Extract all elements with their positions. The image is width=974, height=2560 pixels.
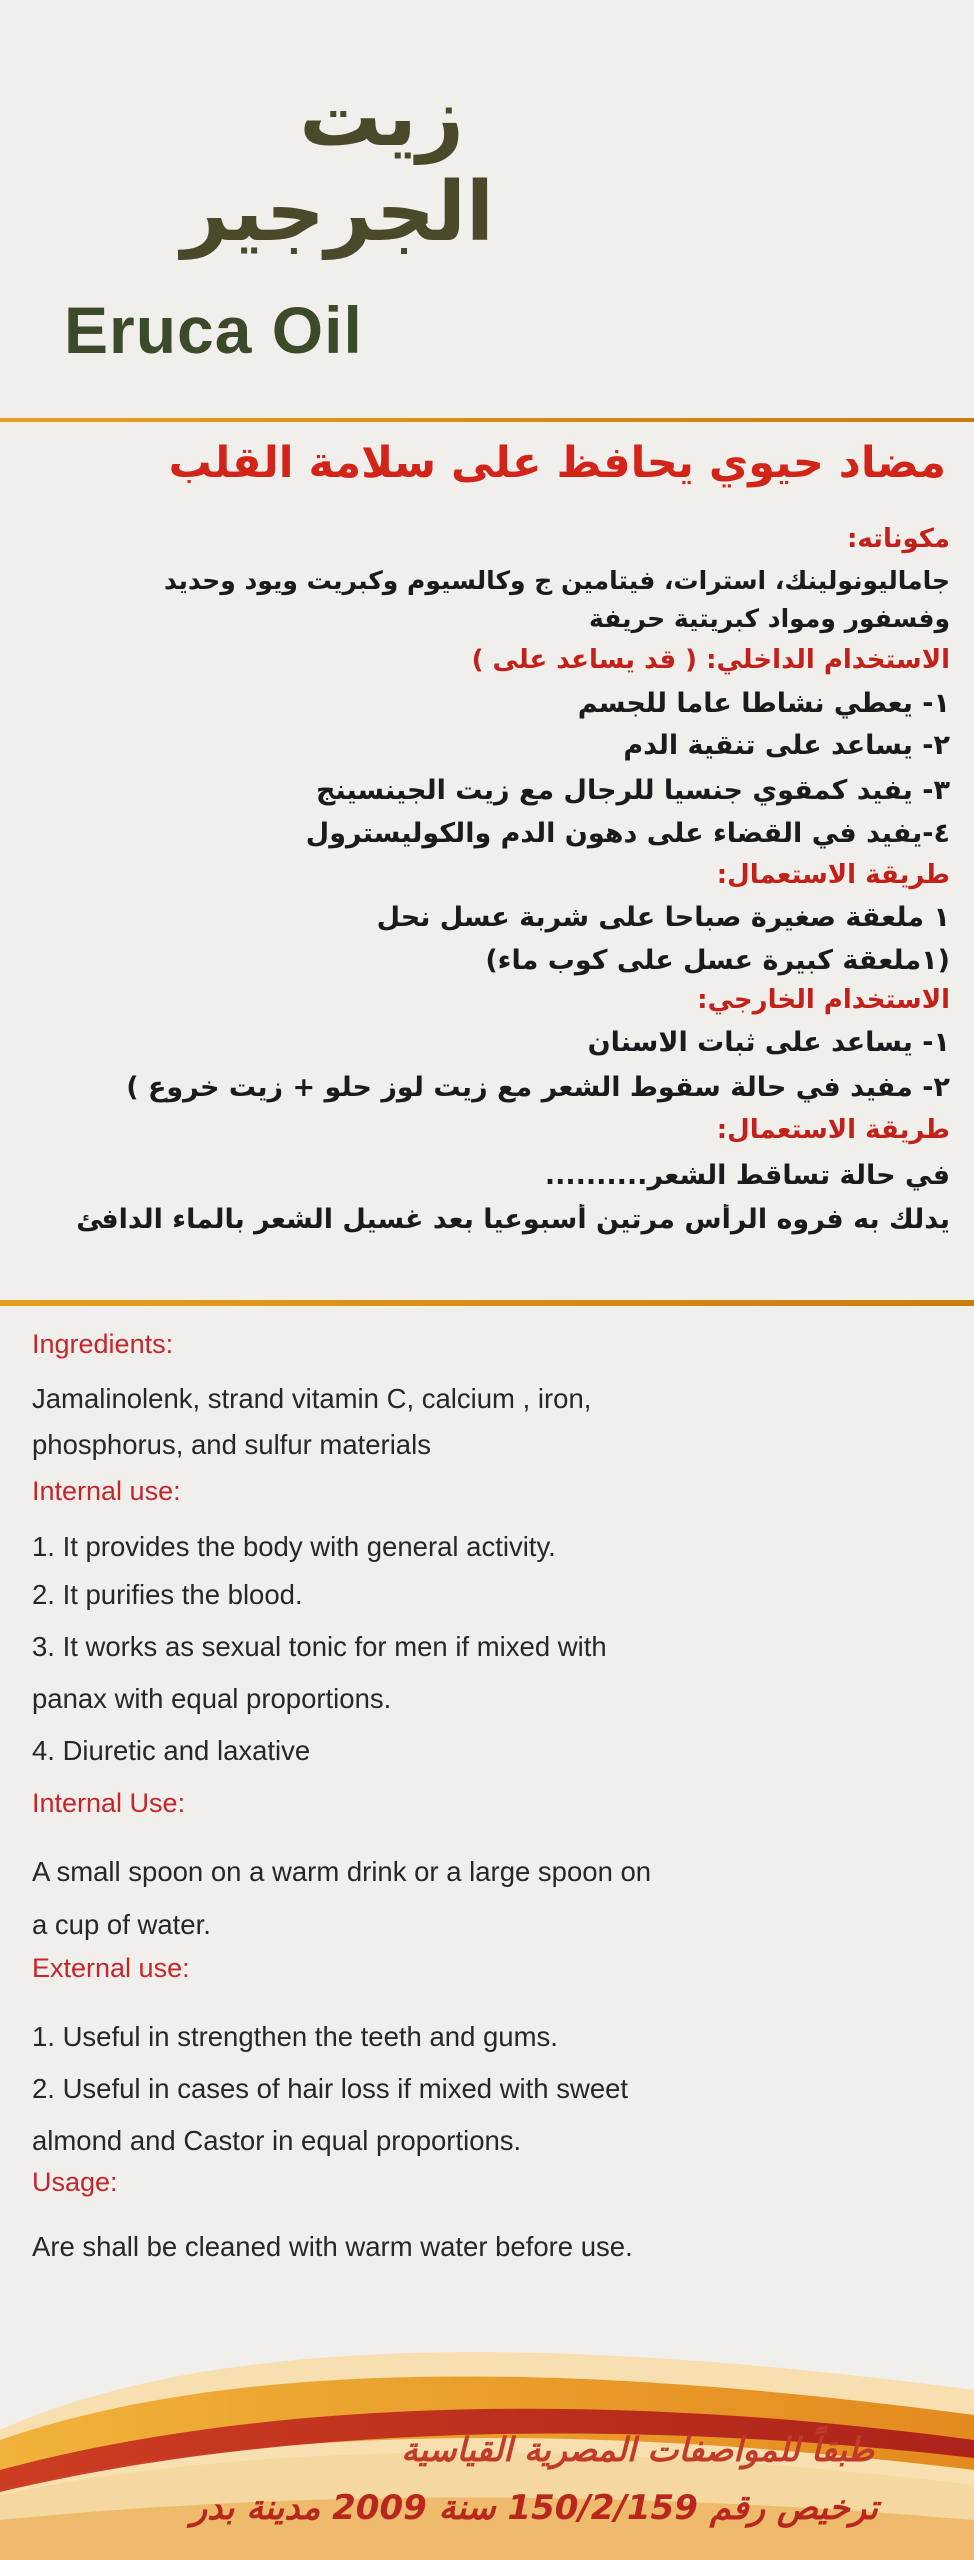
ar-external-2: ٢- مفيد في حالة سقوط الشعر مع زيت لوز حلو + زيت خروع ) bbox=[126, 1072, 950, 1103]
ar-internal-2: ٢- يساعد على تنقية الدم bbox=[623, 730, 950, 761]
ar-internal-heading: الاستخدام الداخلي: ( قد يساعد على ) bbox=[471, 645, 950, 675]
ar-internal-4: ٤-يفيد في القضاء على دهون الدم والكوليسترول bbox=[305, 818, 950, 849]
en-ingredients-line1: Jamalinolenk, strand vitamin C, calcium , iron, bbox=[32, 1383, 592, 1414]
en-internal-heading: Internal use: bbox=[32, 1476, 181, 1506]
ar-internal-3: ٣- يفيد كمقوي جنسيا للرجال مع زيت الجينسينج bbox=[316, 775, 950, 806]
en-ingredients-line2: phosphorus, and sulfur materials bbox=[32, 1429, 431, 1460]
ar-ingredients-line1: جاماليونولينك، استرات، فيتامين ج وكالسيوم وكبريت ويود وحديد bbox=[164, 566, 950, 595]
en-external-2b: almond and Castor in equal proportions. bbox=[32, 2125, 522, 2156]
ar-usage1-1: ١ ملعقة صغيرة صباحا على شربة عسل نحل bbox=[376, 902, 950, 933]
en-usage-line1: Are shall be cleaned with warm water before use. bbox=[32, 2231, 633, 2262]
en-internal-use-line2: a cup of water. bbox=[32, 1909, 211, 1940]
title-arabic-line1: زيت bbox=[299, 70, 464, 165]
footer-license-text: ترخيص رقم 150/2/159 سنة 2009 مدينة بدر bbox=[190, 2488, 878, 2528]
en-external-2a: 2. Useful in cases of hair loss if mixed with sweet bbox=[32, 2073, 629, 2104]
en-external-heading: External use: bbox=[32, 1953, 190, 1983]
ar-usage2-1: في حالة تساقط الشعر.......... bbox=[544, 1160, 950, 1191]
ar-usage2-heading: طريقة الاستعمال: bbox=[716, 1115, 950, 1145]
en-internal-4: 4. Diuretic and laxative bbox=[32, 1735, 311, 1766]
title-english: Eruca Oil bbox=[64, 293, 363, 367]
ar-usage1-2: (١ملعقة كبيرة عسل على كوب ماء) bbox=[485, 945, 950, 976]
footer-standards-text: طبقاً للمواصفات المصرية القياسية bbox=[401, 2430, 874, 2469]
en-internal-3a: 3. It works as sexual tonic for men if mixed with bbox=[32, 1631, 607, 1662]
section-divider bbox=[0, 1300, 974, 1306]
ar-external-heading: الاستخدام الخارجي: bbox=[697, 985, 950, 1015]
ar-external-1: ١- يساعد على ثبات الاسنان bbox=[587, 1027, 950, 1058]
ar-usage2-2: يدلك به فروه الرأس مرتين أسبوعيا بعد غسيل الشعر بالماء الدافئ bbox=[76, 1204, 950, 1235]
header-divider bbox=[0, 418, 974, 422]
en-usage-heading: Usage: bbox=[32, 2167, 118, 2197]
en-internal-use-heading: Internal Use: bbox=[32, 1788, 186, 1818]
en-internal-use-line1: A small spoon on a warm drink or a large spoon on bbox=[32, 1856, 652, 1887]
en-internal-1: 1. It provides the body with general activity. bbox=[32, 1531, 556, 1562]
en-ingredients-heading: Ingredients: bbox=[32, 1329, 174, 1359]
title-arabic-line2: الجرجير bbox=[181, 165, 494, 260]
en-internal-2: 2. It purifies the blood. bbox=[32, 1579, 303, 1610]
ar-ingredients-line2: وفسفور ومواد كبريتية حريفة bbox=[589, 604, 950, 633]
ar-internal-1: ١- يعطي نشاطا عاما للجسم bbox=[577, 688, 950, 719]
slogan-arabic: مضاد حيوي يحافظ على سلامة القلب bbox=[168, 438, 946, 488]
ar-ingredients-heading: مكوناته: bbox=[847, 524, 950, 554]
ar-usage1-heading: طريقة الاستعمال: bbox=[716, 860, 950, 890]
en-internal-3b: panax with equal proportions. bbox=[32, 1683, 392, 1714]
en-external-1: 1. Useful in strengthen the teeth and gums. bbox=[32, 2021, 558, 2052]
